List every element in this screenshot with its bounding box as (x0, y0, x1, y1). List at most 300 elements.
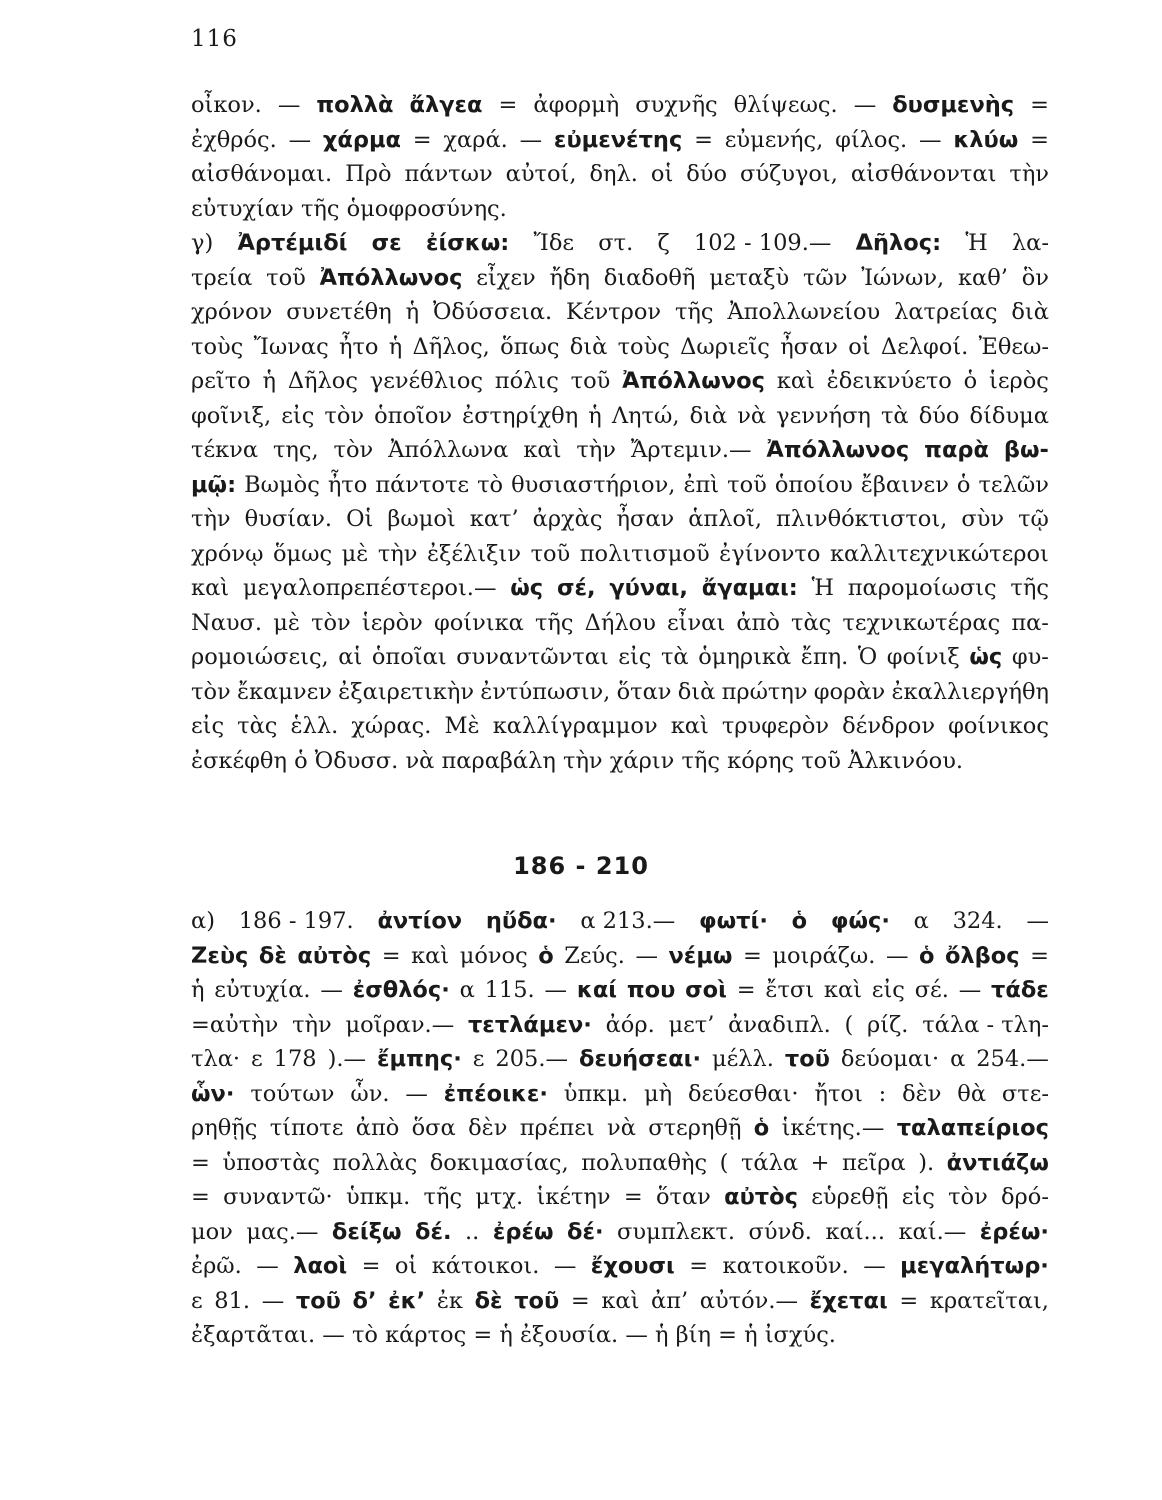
word: μέλλ. (711, 1046, 774, 1072)
word: 178 (273, 1046, 317, 1072)
word: μεγαλήτωρ· (900, 1253, 1049, 1279)
word: — (320, 977, 343, 1003)
word: εὐτυχία. (214, 977, 311, 1003)
word: καὶ (411, 942, 450, 969)
word: φοίνικα (433, 609, 524, 636)
word: = (498, 92, 518, 118)
word: ὅσα (411, 1115, 456, 1141)
word: ). (918, 1149, 935, 1176)
word: τούτων (250, 1080, 335, 1107)
word: πάντοτε (375, 471, 470, 498)
word: ἔτσι (765, 977, 815, 1003)
page-number: 116 (191, 26, 238, 52)
word: τεχνικωτέρας (842, 609, 1001, 636)
word: τῆς (674, 299, 714, 325)
word: τὴν (576, 437, 616, 463)
word: τοῦ (266, 264, 306, 291)
word: διὰ (689, 402, 728, 429)
word: εὐτυχίαν τῆς ὁμοφροσύνης. (191, 195, 507, 222)
word: μοιράζω. (772, 942, 876, 969)
word: δένδρον (842, 713, 936, 739)
text-line (191, 1284, 1049, 1319)
word: εἶναι (667, 609, 726, 636)
word: σέ. (914, 977, 949, 1003)
word: ὅμως (272, 540, 333, 567)
word: ὁ (956, 471, 971, 498)
text-line (191, 399, 1049, 434)
word: α 213.— (580, 908, 676, 934)
word: δύο (918, 402, 960, 429)
word: εἰς (618, 644, 652, 670)
word: α) (191, 908, 215, 934)
word: ζ (657, 230, 670, 256)
word: δὲ (258, 942, 287, 969)
word: = (742, 942, 762, 969)
text-line (191, 1111, 1049, 1146)
word: κατ’ (469, 506, 519, 532)
text-line (191, 261, 1049, 296)
word: Μὲ (444, 713, 480, 739)
word: καὶ (776, 368, 815, 394)
word: πεῖρα (841, 1149, 906, 1176)
word: = (736, 977, 756, 1003)
word: = (570, 1287, 590, 1314)
word: Κέντρον (566, 299, 662, 325)
word: Πρὸ (345, 161, 392, 187)
word: δηλ. (589, 161, 638, 187)
word: τῆς (423, 1184, 463, 1210)
word: 324. (952, 908, 1003, 934)
word: σὺν (961, 506, 1005, 532)
word: ).— (327, 1046, 367, 1072)
text-line (191, 1318, 1049, 1353)
text-line (191, 1042, 1049, 1077)
word: τρυφερὸν (721, 713, 830, 739)
word: Ἴωνας (253, 333, 329, 360)
word: Ἀπολλωνείου (727, 299, 881, 325)
word: λατρείας (894, 299, 998, 325)
text-line (191, 123, 1049, 158)
word: Ἀπόλλωνα (388, 437, 509, 463)
word: θλίψεως. (733, 92, 838, 118)
word: δύο (686, 161, 728, 187)
word: ἀπὸ (355, 1115, 400, 1141)
word: χρόνον (191, 299, 273, 325)
word: ἄγαμαι: (701, 575, 798, 601)
text-line (191, 1180, 1049, 1215)
commentary-section-2 (191, 904, 1049, 1353)
word: ἤδη (549, 264, 590, 291)
word: ὑπκμ. (345, 1184, 411, 1210)
word: φίλος. (835, 126, 908, 153)
text-line (191, 295, 1049, 330)
word: Ναυσ. (191, 609, 263, 636)
word: ἱκέτης.— (781, 1115, 885, 1141)
word: πρώτην (721, 678, 808, 705)
word: εἶχεν (476, 264, 536, 291)
word: εὑρεθῇ (811, 1184, 889, 1210)
word: χώρας. (351, 713, 432, 739)
word: συμπλεκτ. (617, 1218, 736, 1245)
text-line (191, 157, 1049, 192)
word: σοὶ (685, 977, 727, 1003)
word: ὄλβος (944, 942, 1020, 969)
word: τὸ (477, 471, 504, 498)
word: δέ· (567, 1218, 604, 1245)
word: τὴν (191, 506, 231, 532)
word: ἦτο (338, 333, 379, 360)
word: Ἄρτεμιν.— (630, 437, 752, 463)
word: ὁ (918, 942, 935, 969)
word: συχνῆς (635, 92, 718, 118)
text-line (191, 973, 1049, 1008)
word: ε (472, 1046, 485, 1072)
word: ἡ (262, 368, 276, 394)
word: Ζεὺς (191, 942, 249, 969)
word: ἐρέω (492, 1218, 554, 1245)
word: νὰ (737, 402, 767, 429)
word: τὰ (660, 644, 689, 670)
word: ἔμπης· (377, 1046, 462, 1072)
word: τάδε (991, 977, 1049, 1003)
word: ρίζ. (867, 1011, 909, 1038)
word: της, (272, 437, 319, 463)
word: ὁ (538, 942, 554, 969)
word: ἔχουσι (590, 1253, 675, 1279)
word: χαρά. (443, 126, 508, 153)
word: ἐσκέφθη ὁ Ὀδυσσ. νὰ παραβάλη τὴν χάριν τῆς κόρης τοῦ Ἀλκινόου. (191, 747, 964, 774)
word: πολλὰς (332, 1149, 418, 1176)
word: ὧν. (350, 1080, 390, 1107)
word: ἔβαινεν (860, 471, 949, 498)
word: γύναι, (609, 575, 688, 601)
word: καὶ (601, 1287, 640, 1314)
commentary-section-1 (191, 88, 1049, 778)
word: τοὺς (191, 333, 244, 360)
word: ἐξαιρετικὴν (338, 678, 475, 705)
word: Ἀρτέμιδί (237, 230, 348, 256)
word: τῷ (1018, 506, 1049, 532)
word: λαοὶ (293, 1253, 348, 1279)
word: ἡ (405, 299, 420, 325)
word: εὐμενής, (724, 126, 824, 153)
word: μον (191, 1218, 233, 1245)
word: δέ. (415, 1218, 452, 1245)
word: οἱ (650, 161, 674, 187)
word: ἐχθρός. (191, 126, 277, 153)
word: τρεία (191, 264, 253, 291)
text-line (191, 1008, 1049, 1043)
word: ἄλγεα (409, 92, 483, 118)
word: ἔκαμνεν (236, 678, 332, 705)
word: ἱκέτην (536, 1184, 611, 1210)
word: τετλάμεν· (467, 1011, 592, 1038)
word: ἐπέοικε· (443, 1080, 548, 1107)
word: φοίνικος (948, 713, 1049, 739)
word: Ἡ (811, 575, 834, 601)
word: Δῆλος (287, 368, 358, 394)
word: καὶ (823, 977, 862, 1003)
word: 102 - 109.— (693, 230, 832, 256)
word: Ἐθεω- (978, 333, 1049, 360)
word: γ) (191, 230, 214, 256)
word: τίποτε (269, 1115, 344, 1141)
word: 254.— (976, 1046, 1049, 1072)
word: αὐτὸς (724, 1184, 798, 1210)
word: α (459, 977, 475, 1003)
word: καὶ (670, 713, 709, 739)
word: βωμοὶ (387, 506, 456, 532)
text-line (191, 606, 1049, 641)
word: συνετέθη (286, 299, 392, 325)
word: δυσμενὴς (892, 92, 1015, 118)
word: καί.— (898, 1218, 967, 1245)
word: εἰς (281, 402, 315, 429)
word: ἤτοι (814, 1080, 863, 1107)
word: γεννήση (776, 402, 871, 429)
text-line (191, 571, 1049, 606)
text-line (191, 709, 1049, 744)
word: σε (371, 230, 402, 256)
word: σύζυγοι, (740, 161, 838, 187)
word: ὁ (963, 368, 978, 394)
word: ἐγίνοντο (719, 540, 821, 567)
text-line (191, 1215, 1049, 1250)
word: καὶ (523, 437, 562, 463)
word: κρατεῖται, (929, 1287, 1049, 1314)
word: τῆς (1010, 575, 1049, 601)
word: αἰσθάνομαι. (191, 161, 333, 187)
word: εἰς (191, 713, 225, 739)
word: Ὀδύσσεια. (432, 299, 553, 325)
word: μοῖραν.— (345, 1011, 455, 1038)
word: ἐξαρτᾶται. — τὸ κάρτος = ἡ ἐξουσία. — ἡ βίη = ἡ ἰσχύς. (191, 1322, 836, 1348)
word: — (519, 126, 543, 153)
word: πολλὰ (316, 92, 394, 118)
word: δὲν (902, 1080, 942, 1107)
word: = (1030, 942, 1049, 969)
word: — (1026, 908, 1049, 934)
word: = (412, 126, 432, 153)
word: Δῆλος, (412, 333, 490, 360)
word: εἰς (871, 977, 905, 1003)
word: μὲ (273, 609, 300, 636)
word: ἡ (588, 402, 602, 429)
word: φοίνιξ (886, 644, 960, 670)
word: = (191, 1184, 210, 1210)
word: ὅταν (655, 1184, 711, 1210)
word: ἐρέω· (979, 1218, 1049, 1245)
word: ὡς (510, 575, 544, 601)
word: ἐξέλιξιν (426, 540, 522, 567)
word: φυ- (1011, 644, 1049, 670)
word: : (878, 1080, 887, 1107)
word: ἐπὶ (683, 471, 720, 498)
word: Ἀπόλλωνος (622, 368, 765, 394)
word: ἔχεται (809, 1287, 888, 1314)
text-line (191, 1146, 1049, 1181)
word: ρηθῇς (191, 1115, 258, 1141)
word: τοὺς (617, 333, 670, 360)
word: παρομοίωσις (847, 575, 997, 601)
text-line (191, 904, 1049, 939)
word: ὧν· (191, 1080, 235, 1107)
word: ἡ (388, 333, 403, 360)
word: + (810, 1149, 830, 1176)
word: αἱ (338, 644, 363, 670)
word: ἑλλ. (290, 713, 339, 739)
word: — (863, 1253, 886, 1279)
word: χάρμα (322, 126, 401, 153)
word: ἱερὸν (361, 609, 423, 636)
word: τοῦ (784, 1046, 830, 1072)
word: ὡς (969, 644, 1003, 670)
word: τέκνα (191, 437, 259, 463)
word: δ’ (352, 1287, 377, 1314)
word: δὲν (468, 1115, 508, 1141)
word: διὰ (1011, 299, 1049, 325)
word: τὴν (377, 540, 418, 567)
word: Ἴδε (533, 230, 575, 256)
word: ἱερὸς (989, 368, 1049, 394)
word: αὐτόν.— (699, 1287, 798, 1314)
word: βω- (1003, 437, 1049, 463)
word: ἐδεικνύετο (826, 368, 952, 394)
word: ηὔδα· (485, 908, 557, 934)
word: τοῦ (570, 368, 611, 394)
word: = (694, 126, 713, 153)
word: τὴν (1009, 161, 1049, 187)
word: πλινθόκτιστοι, (776, 506, 948, 532)
word: κλύω (953, 126, 1019, 153)
word: κατοικοῦν. (722, 1253, 849, 1279)
word: συναντῶ· (223, 1184, 333, 1210)
text-line (191, 364, 1049, 399)
word: ἀναδιπλ. (728, 1011, 831, 1038)
word: θυσιαστήριον, (511, 471, 676, 498)
word: 186 - 197. (238, 908, 354, 934)
word: σέ, (556, 575, 596, 601)
word: στε- (1001, 1080, 1049, 1107)
word: 115. (484, 977, 535, 1003)
word: ἀντίον (377, 908, 463, 934)
word: — (919, 126, 942, 153)
word: ταλαπείριος (896, 1115, 1049, 1141)
word: — (256, 1253, 279, 1279)
word: ἐρῶ. (191, 1253, 242, 1279)
word: καί (576, 977, 618, 1003)
word: — (405, 1080, 428, 1107)
word: ὑποστὰς (222, 1149, 321, 1176)
word: — (261, 1287, 285, 1314)
word: οἱ (394, 1253, 418, 1279)
word: ρεῖτο (191, 368, 251, 394)
word: στερηθῇ (648, 1115, 742, 1141)
word: = (191, 1149, 210, 1176)
word: φοῖνιξ, (191, 402, 272, 429)
word: τὰς (237, 713, 278, 739)
word: μῷ: (191, 471, 237, 498)
word: ὅπως (500, 333, 560, 360)
word: μετ’ (668, 1011, 715, 1038)
word: πάντων (404, 161, 493, 187)
word: τὸν (324, 402, 365, 429)
word: α (913, 908, 929, 934)
word: ἐίσκω: (425, 230, 510, 256)
word: = (689, 1253, 709, 1279)
word: διὰ (677, 678, 716, 705)
word: φορὰν (813, 678, 886, 705)
word: μας.— (246, 1218, 319, 1245)
word: ἀπ’ (651, 1287, 689, 1314)
word: — (553, 1253, 577, 1279)
text-line (191, 537, 1049, 572)
word: ἀντιάζω (946, 1149, 1049, 1176)
word: ἡ (191, 977, 205, 1003)
word: τελῶν (978, 471, 1049, 498)
word: ὁ (753, 1115, 770, 1141)
text-line (191, 226, 1049, 261)
word: φώς· (830, 908, 890, 934)
word: Οἱ (346, 506, 374, 532)
word: — (635, 942, 658, 969)
word: φωτί· (699, 908, 768, 934)
word: δρό- (1001, 1184, 1049, 1210)
word: δείξω (331, 1218, 402, 1245)
word: τὰ (880, 402, 909, 429)
word: ὁποῖαι (371, 644, 447, 670)
word: =αὐτὴν (191, 1011, 279, 1038)
word: τῶν (802, 264, 848, 291)
text-line (191, 1249, 1049, 1284)
word: μὴ (643, 1080, 673, 1107)
word: θὰ (957, 1080, 987, 1107)
word: αὐτὸς (297, 942, 372, 969)
word: σύνδ. (748, 1218, 812, 1245)
text-line (191, 640, 1049, 675)
word: ἐκ (436, 1287, 463, 1314)
word: = (899, 1287, 919, 1314)
text-line (191, 939, 1049, 974)
word: μόνος (459, 942, 528, 969)
word: ( (844, 1011, 854, 1038)
text-line (191, 433, 1049, 468)
word: ὁ (791, 908, 808, 934)
word: Λητώ, (611, 402, 680, 429)
word: ὑπκμ. (563, 1080, 629, 1107)
word: νέμω (668, 942, 733, 969)
word: στ. (598, 230, 634, 256)
word: Δελφοί. (880, 333, 969, 360)
word: ἁπλοῖ, (688, 506, 762, 532)
word: ἀφορμὴ (533, 92, 620, 118)
word: αἰσθάνονται (850, 161, 997, 187)
word: — (277, 92, 301, 118)
word: λα- (1011, 230, 1049, 256)
word: ἀρχὰς (532, 506, 603, 532)
word: παρὰ (924, 437, 989, 463)
word: κάτοικοι. (431, 1253, 540, 1279)
word: δίδυμα (969, 402, 1049, 429)
word: ἦσαν (780, 333, 838, 360)
word: νὰ (607, 1115, 636, 1141)
word: — (885, 942, 909, 969)
word: δευήσεαι· (578, 1046, 701, 1072)
word: τοῦ (727, 471, 767, 498)
word: οἱ (848, 333, 871, 360)
word: τοῦ (295, 1287, 341, 1314)
word: Ἀπόλλωνος (319, 264, 463, 291)
